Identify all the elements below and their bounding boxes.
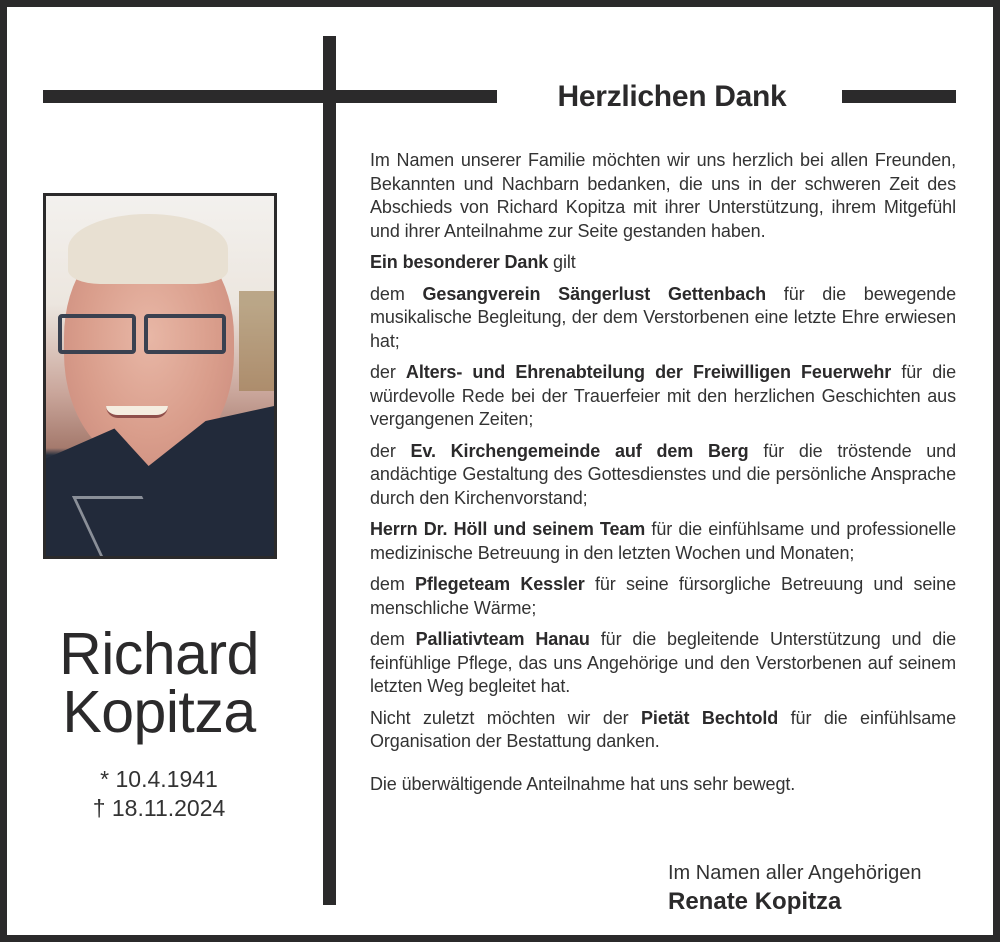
thanks-item: dem Pflegeteam Kessler für seine fürsorgliche Betreuung und seine menschliche Wärme; <box>370 574 956 618</box>
signature-name: Renate Kopitza <box>668 888 842 915</box>
portrait-photo <box>43 193 277 559</box>
thanks-item: der Ev. Kirchengemeinde auf dem Berg für die tröstende und andächtige Gestaltung des Gottesdienstes und die persönliche Ansprache durch den Kirchenvorstand; <box>370 440 956 508</box>
first-name: Richard <box>59 621 259 687</box>
obituary-card <box>7 7 993 935</box>
cross-horizontal-bar-left <box>43 90 497 103</box>
thanks-item: Herrn Dr. Höll und seinem Team für die einfühlsame und professionelle medizinische Betreuung in den letzten Wochen und Monaten; <box>370 519 956 563</box>
last-name: Kopitza <box>62 679 256 745</box>
deceased-name <box>27 621 291 745</box>
life-dates <box>27 765 291 823</box>
death-date: † 18.11.2024 <box>92 795 226 821</box>
page-title: Herzlichen Dank <box>557 80 787 113</box>
thanks-item: der Alters- und Ehrenabteilung der Freiwilligen Feuerwehr für die würdevolle Rede bei der Trauerfeier mit den herzlichen Geschichten aus vergangenen Zeiten; <box>370 362 956 429</box>
intro-paragraph: Im Namen unserer Familie möchten wir uns herzlich bei allen Freunden, Bekannten und Nachbarn bedanken, die uns in der schweren Zeit des Abschieds von Richard Kopitza mit ihrer Unterstützung, ihrem Mitgefühl und ihrer Anteilnahme zur Seite gestanden haben. <box>370 150 956 241</box>
signature-line: Im Namen aller Angehörigen <box>668 862 922 884</box>
special-thanks-line: Ein besonderer Dank gilt <box>370 252 576 272</box>
cross-vertical-bar <box>323 36 336 905</box>
birth-date: * 10.4.1941 <box>100 766 218 792</box>
cross-horizontal-bar-right <box>842 90 956 103</box>
thanks-item: dem Palliativteam Hanau für die begleitende Unterstützung und die feinfühlige Pflege, das uns Angehörige und den Verstorbenen auf seinem letzten Weg begleitet hat. <box>370 629 957 696</box>
closing-line: Die überwältigende Anteilnahme hat uns sehr bewegt. <box>370 773 796 794</box>
thanks-item: dem Gesangverein Sängerlust Gettenbach für die bewegende musikalische Begleitung, der dem Verstorbenen eine letzte Ehre erwiesen hat; <box>370 283 956 351</box>
thanks-item: Nicht zuletzt möchten wir der Pietät Bechtold für die einfühlsame Organisation der Bestattung danken. <box>370 707 956 751</box>
thanks-text <box>370 149 956 804</box>
